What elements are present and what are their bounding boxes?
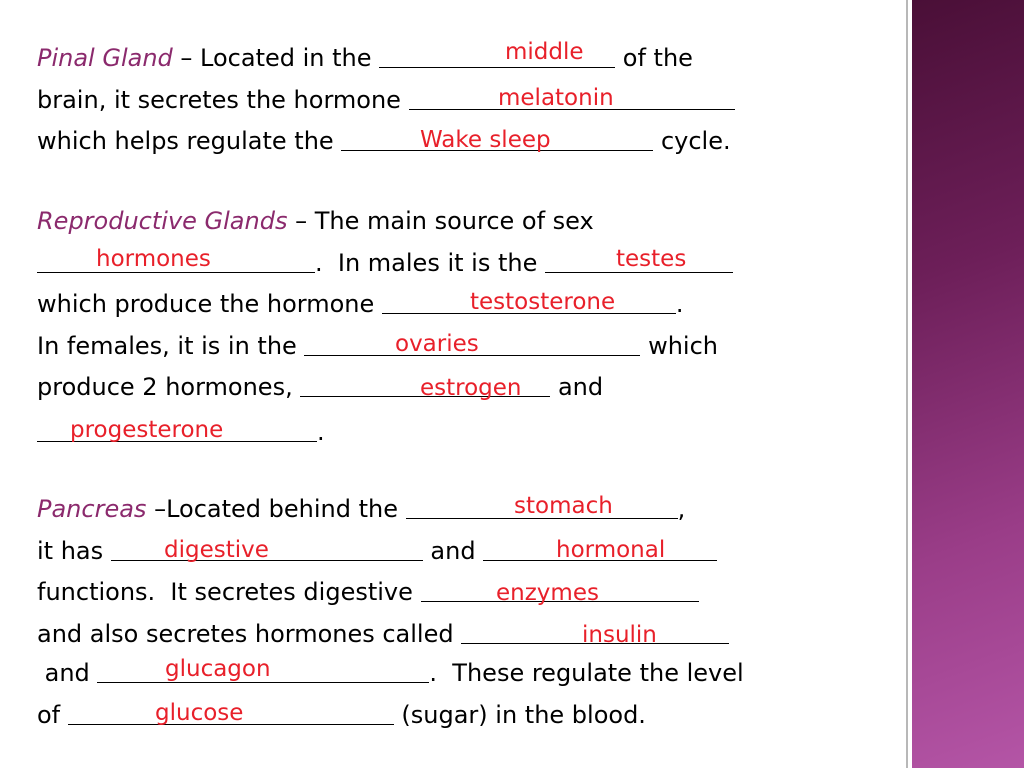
- pancreas-term: Pancreas: [37, 495, 147, 523]
- pancreas-line-3: [37, 578, 699, 606]
- answer-melatonin: melatonin: [498, 85, 614, 111]
- pinal-line-1: [37, 44, 693, 72]
- decorative-divider: [906, 0, 908, 768]
- text: which: [640, 332, 718, 360]
- text: of: [37, 701, 68, 729]
- answer-ovaries: ovaries: [395, 331, 479, 357]
- text: .: [675, 290, 684, 318]
- answer-glucose: glucose: [155, 700, 244, 726]
- text: –Located behind the: [146, 495, 406, 523]
- text: (sugar) in the blood.: [393, 701, 646, 729]
- text: – Located in the: [172, 44, 380, 72]
- text: In females, it is in the: [37, 332, 305, 360]
- text: and: [550, 373, 604, 401]
- text: cycle.: [653, 127, 731, 155]
- text: – The main source of sex: [287, 207, 594, 235]
- repro-line-4: [37, 332, 718, 360]
- text: and also secretes hormones called: [37, 620, 462, 648]
- repro-line-1: [37, 207, 594, 235]
- text: . In males it is the: [315, 249, 545, 277]
- answer-hormonal: hormonal: [556, 537, 666, 563]
- text: produce 2 hormones,: [37, 373, 301, 401]
- answer-enzymes: enzymes: [496, 580, 599, 606]
- pancreas-line-6: [37, 701, 646, 729]
- text: and: [37, 659, 98, 687]
- text: brain, it secretes the hormone: [37, 86, 409, 114]
- pinal-gland-term: Pinal Gland: [37, 44, 173, 72]
- answer-middle: middle: [505, 39, 584, 65]
- answer-insulin: insulin: [582, 622, 657, 648]
- decorative-side-bar: [912, 0, 1024, 768]
- text: .: [317, 418, 325, 446]
- pancreas-line-5: [37, 659, 744, 687]
- reproductive-glands-term: Reproductive Glands: [37, 207, 288, 235]
- answer-estrogen: estrogen: [420, 375, 522, 401]
- pinal-line-2: [37, 86, 735, 114]
- text: . These regulate the level: [429, 659, 744, 687]
- answer-glucagon: glucagon: [165, 656, 271, 682]
- text: it has: [37, 537, 111, 565]
- pinal-line-3: [37, 127, 731, 155]
- text: ,: [677, 495, 686, 523]
- text: which helps regulate the: [37, 127, 342, 155]
- answer-testosterone: testosterone: [470, 289, 616, 315]
- answer-stomach: stomach: [514, 493, 613, 519]
- text: which produce the hormone: [37, 290, 382, 318]
- answer-progesterone: progesterone: [70, 417, 224, 443]
- text: of the: [615, 44, 693, 72]
- answer-wake-sleep: Wake sleep: [420, 127, 551, 153]
- answer-digestive: digestive: [164, 537, 269, 563]
- answer-testes: testes: [616, 246, 687, 272]
- answer-hormones: hormones: [96, 246, 211, 272]
- text: and: [422, 537, 484, 565]
- text: functions. It secretes digestive: [37, 578, 421, 606]
